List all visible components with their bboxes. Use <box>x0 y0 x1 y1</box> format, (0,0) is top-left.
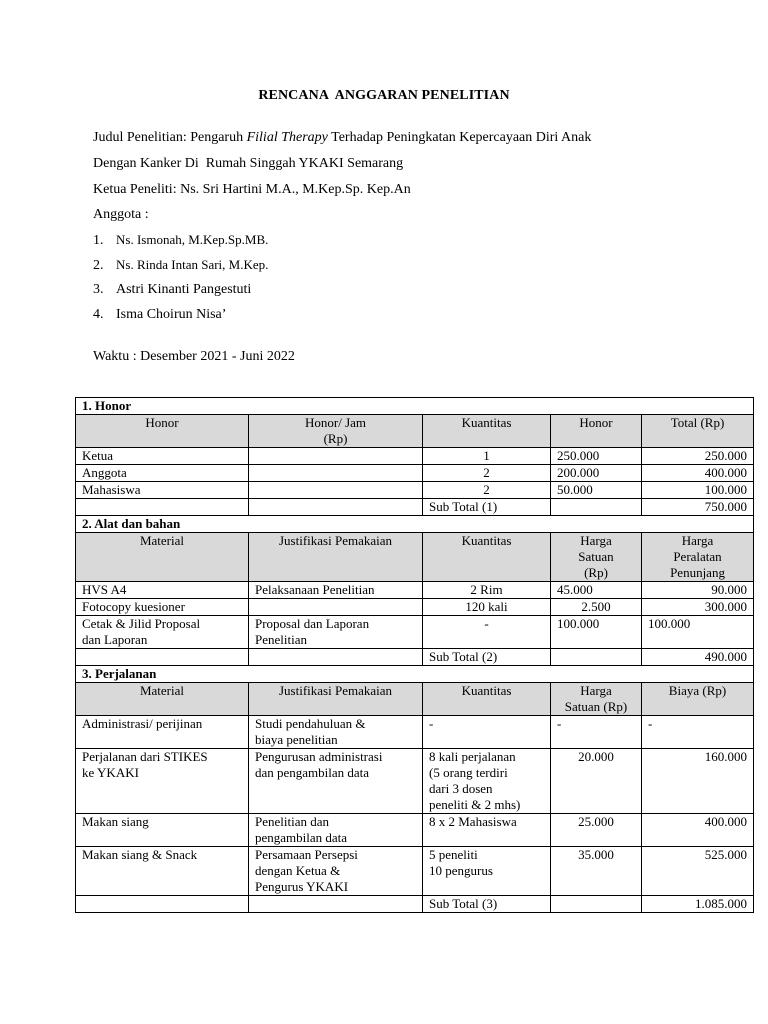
cell-justification: Pengurusan administrasi dan pengambilan data <box>249 749 423 814</box>
header-cell: Material <box>76 683 249 716</box>
table-row <box>76 847 754 896</box>
member-item <box>93 257 268 274</box>
cell-price: 200.000 <box>551 465 642 482</box>
member-name: Ns. Ismonah, M.Kep.Sp.MB. <box>116 232 269 247</box>
header-cell: Kuantitas <box>423 533 551 582</box>
cell-qty: 2 <box>423 482 551 499</box>
table-row <box>76 482 754 499</box>
members-label: Anggota : <box>93 207 149 222</box>
subtotal-label: Sub Total (1) <box>423 499 551 516</box>
cell-price: 25.000 <box>551 814 642 847</box>
header-cell <box>551 533 642 582</box>
header-text: Harga Satuan (Rp) <box>578 533 614 580</box>
cell-total: 160.000 <box>642 749 754 814</box>
table-header-row <box>76 683 754 716</box>
cell-qty: 5 peneliti 10 pengurus <box>423 847 551 896</box>
cell-justification: Studi pendahuluan & biaya penelitian <box>249 716 423 749</box>
subtotal-value: 1.085.000 <box>642 896 754 913</box>
cell-item: Fotocopy kuesioner <box>76 599 249 616</box>
cell-rate <box>249 448 423 465</box>
member-item <box>93 232 268 249</box>
cell-total: 400.000 <box>642 814 754 847</box>
member-name: Astri Kinanti Pangestuti <box>116 282 252 297</box>
cell-price: 35.000 <box>551 847 642 896</box>
cell-qty: - <box>423 616 551 649</box>
header-cell: Material <box>76 533 249 582</box>
cell-item: Perjalanan dari STIKES ke YKAKI <box>76 749 249 814</box>
section-materials <box>76 516 754 533</box>
member-number: 4. <box>93 307 104 322</box>
cell-qty: 8 x 2 Mahasiswa <box>423 814 551 847</box>
section-title: 3. Perjalanan <box>76 666 754 683</box>
member-name: Isma Choirun Nisa’ <box>116 307 227 322</box>
member-number: 1. <box>93 233 104 248</box>
member-item <box>93 307 226 323</box>
table-row <box>76 448 754 465</box>
cell-qty: 1 <box>423 448 551 465</box>
section-title: 2. Alat dan bahan <box>76 516 754 533</box>
table-row <box>76 716 754 749</box>
cell-justification <box>249 599 423 616</box>
header-cell <box>551 683 642 716</box>
subtotal-label: Sub Total (2) <box>423 649 551 666</box>
cell-justification: Pelaksanaan Penelitian <box>249 582 423 599</box>
cell-item: Mahasiswa <box>76 482 249 499</box>
lead-researcher: Ketua Peneliti: Ns. Sri Hartini M.A., M.Kep.Sp. Kep.An <box>93 182 411 197</box>
header-cell: Honor <box>551 415 642 448</box>
cell-total: 90.000 <box>642 582 754 599</box>
table-row <box>76 749 754 814</box>
subtotal-row <box>76 649 754 666</box>
cell-total: 525.000 <box>642 847 754 896</box>
cell-total: 100.000 <box>642 482 754 499</box>
cell-price: 50.000 <box>551 482 642 499</box>
cell-price: 100.000 <box>551 616 642 649</box>
subtotal-value: 490.000 <box>642 649 754 666</box>
document-title: RENCANA ANGGARAN PENELITIAN <box>258 88 510 103</box>
table-row <box>76 616 754 649</box>
cell-total: 250.000 <box>642 448 754 465</box>
cell-price: - <box>551 716 642 749</box>
header-cell: Kuantitas <box>423 683 551 716</box>
header-cell: Justifikasi Pemakaian <box>249 533 423 582</box>
cell-justification: Penelitian dan pengambilan data <box>249 814 423 847</box>
cell-item: Cetak & Jilid Proposal dan Laporan <box>76 616 249 649</box>
subtotal-label: Sub Total (3) <box>423 896 551 913</box>
header-cell: Kuantitas <box>423 415 551 448</box>
cell-justification: Persamaan Persepsi dengan Ketua & Pengurus YKAKI <box>249 847 423 896</box>
header-cell: Total (Rp) <box>642 415 754 448</box>
cell-item: Ketua <box>76 448 249 465</box>
member-number: 2. <box>93 258 104 273</box>
table-header-row <box>76 415 754 448</box>
cell-qty: 2 Rim <box>423 582 551 599</box>
cell-item: Anggota <box>76 465 249 482</box>
section-title: 1. Honor <box>76 398 754 415</box>
header-cell: Biaya (Rp) <box>642 683 754 716</box>
section-honor <box>76 398 754 415</box>
cell-qty: 120 kali <box>423 599 551 616</box>
cell-price: 250.000 <box>551 448 642 465</box>
header-text: Harga Peralatan Penunjang <box>670 533 725 580</box>
cell-item: Makan siang <box>76 814 249 847</box>
table-row <box>76 582 754 599</box>
cell-total: - <box>642 716 754 749</box>
cell-qty: - <box>423 716 551 749</box>
header-text: Harga Satuan (Rp) <box>564 683 628 714</box>
member-number: 3. <box>93 282 104 297</box>
table-row <box>76 814 754 847</box>
cell-price: 45.000 <box>551 582 642 599</box>
cell-item: Administrasi/ perijinan <box>76 716 249 749</box>
research-title-label: Judul Penelitian: Pengaruh <box>93 130 247 145</box>
member-name: Ns. Rinda Intan Sari, M.Kep. <box>116 257 269 272</box>
cell-qty: 2 <box>423 465 551 482</box>
cell-total: 100.000 <box>642 616 754 649</box>
cell-price: 2.500 <box>551 599 642 616</box>
cell-justification: Proposal dan Laporan Penelitian <box>249 616 423 649</box>
member-item <box>93 282 251 298</box>
header-cell <box>642 533 754 582</box>
research-title-italic: Filial Therapy <box>246 130 328 145</box>
research-period: Waktu : Desember 2021 - Juni 2022 <box>93 349 295 364</box>
subtotal-row <box>76 896 754 913</box>
cell-price: 20.000 <box>551 749 642 814</box>
cell-rate <box>249 465 423 482</box>
cell-rate <box>249 482 423 499</box>
cell-total: 400.000 <box>642 465 754 482</box>
cell-item: Makan siang & Snack <box>76 847 249 896</box>
research-title-line-2: Dengan Kanker Di Rumah Singgah YKAKI Semarang <box>93 156 404 171</box>
cell-qty: 8 kali perjalanan (5 orang terdiri dari 3 dosen peneliti & 2 mhs) <box>423 749 551 814</box>
cell-item: HVS A4 <box>76 582 249 599</box>
cell-total: 300.000 <box>642 599 754 616</box>
table-row <box>76 465 754 482</box>
header-cell: Honor <box>76 415 249 448</box>
table-header-row <box>76 533 754 582</box>
subtotal-row <box>76 499 754 516</box>
header-cell <box>249 415 423 448</box>
subtotal-value: 750.000 <box>642 499 754 516</box>
header-cell: Justifikasi Pemakaian <box>249 683 423 716</box>
research-title-rest: Terhadap Peningkatan Kepercayaan Diri Anak <box>327 130 592 145</box>
budget-table <box>75 397 754 913</box>
section-travel <box>76 666 754 683</box>
research-title-line-1 <box>93 130 591 146</box>
header-text: Honor/ Jam (Rp) <box>304 415 367 446</box>
table-row <box>76 599 754 616</box>
